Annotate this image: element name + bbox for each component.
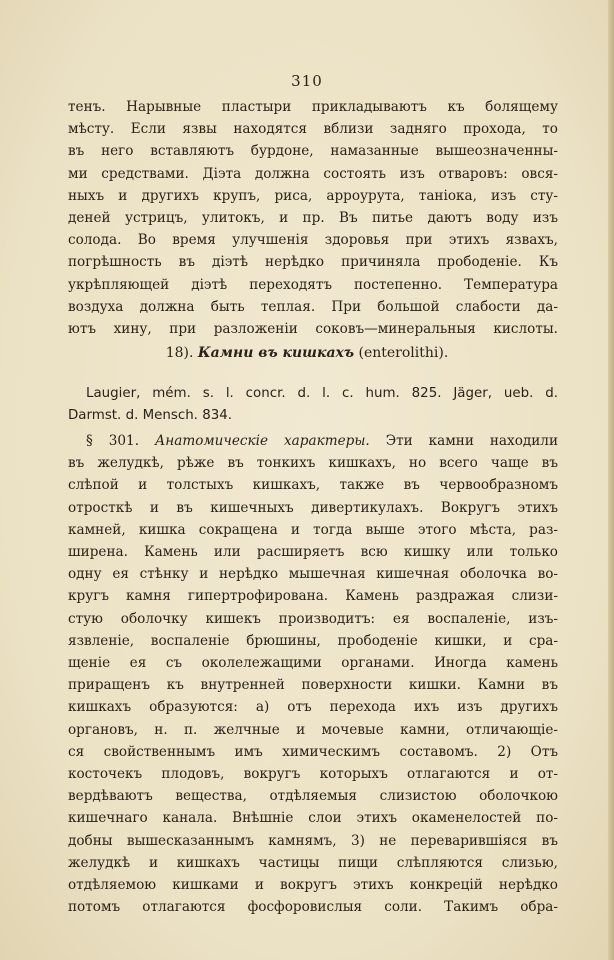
text-line: вердѣваютъ вещества, отдѣляемыя слизистою оболочкою — [68, 788, 558, 805]
text-line: отдѣляемою кишками и вокругъ этихъ конкрецій нерѣдко — [68, 877, 558, 894]
text-line: ныхъ и другихъ крупъ, риса, арроурута, таніока, изъ сту- — [68, 187, 558, 204]
text-line: камней, кишка сокращена и тогда выше этого мѣста, раз- — [68, 521, 558, 538]
paragraph-mark: § 301. — [86, 433, 140, 449]
paragraph-anatomy — [68, 430, 558, 918]
page-number: 310 — [291, 72, 323, 90]
text-line: кишечнаго канала. Внѣшніе слои этихъ окаменелостей по- — [68, 810, 558, 827]
text-line: одну ея стѣнку и нерѣдко мышечная кишечная оболочка во- — [68, 566, 558, 583]
section-title: Камни въ кишкахъ — [197, 345, 355, 361]
text-line: косточекъ плодовъ, вокругъ которыхъ отлагаются и от- — [68, 766, 558, 783]
text-line: воздуха должна быть теплая. При большой слабости да- — [68, 298, 558, 315]
reference-line: Darmst. d. Mensch. 834. — [68, 408, 233, 423]
text-line: язвленіе, воспаленіе брюшины, прободеніе кишки, и сра- — [68, 632, 558, 649]
text-line: тенъ. Нарывные пластыри прикладываютъ къ болящему — [68, 99, 558, 115]
text-line: ся свойственнымъ имъ химическимъ составомъ. 2) Отъ — [68, 743, 558, 760]
text-line: потомъ отлагаются фосфоровислыя соли. Такимъ обра- — [68, 899, 558, 916]
text-line: укрѣпляющей діэтѣ переходятъ постепенно. Температура — [68, 276, 558, 293]
first-line-rest: Эти камни находили — [385, 433, 558, 449]
text-line: щеніе ея съ околележащими органами. Иногда камень — [68, 655, 558, 672]
text-line: ютъ хину, при разложеніи соковъ—минеральныя кислоты. — [68, 321, 558, 338]
text-line: добны вышесказаннымъ камнямъ, 3) не переварившіяся въ — [68, 832, 558, 849]
text-line: приращенъ къ внутренней поверхности кишки. Камни въ — [68, 677, 558, 694]
text-line: деней устрицъ, улитокъ, и пр. Въ питье даютъ воду изъ — [68, 210, 558, 227]
paragraph-treatment — [68, 96, 558, 340]
text-line: мѣсту. Если язвы находятся вблизи задняго прохода, то — [68, 121, 558, 138]
text-line: отросткѣ и въ кишечныхъ дивертикулахъ. Вокругъ этихъ — [68, 499, 558, 516]
section-latin-name: (enterolithi). — [358, 345, 449, 361]
page-edge — [608, 0, 614, 960]
text-line: слѣпой и толстыхъ кишкахъ, также въ червообразномъ — [68, 477, 558, 494]
text-line: стую оболочку кишекъ производитъ: ея воспаленіе, изъ- — [68, 610, 558, 627]
text-line-first — [68, 430, 558, 452]
references — [68, 383, 558, 427]
text-line: кишкахъ образуются: а) отъ перехода ихъ изъ другихъ — [68, 699, 558, 716]
section-number: 18). — [165, 345, 194, 361]
text-line: ширена. Камень или расширяетъ всю кишку или только — [68, 544, 558, 561]
text-line: погрѣшность въ діэтѣ нерѣдко причиняла прободеніе. Къ — [68, 254, 558, 271]
text-line: въ него вставляютъ бурдоне, намазанные вышеозначенны- — [68, 143, 558, 160]
reference-line: Laugier, mém. s. l. concr. d. l. c. hum. 825. Jäger, ueb. d. — [86, 386, 558, 401]
text-line: органовъ, н. п. желчные и мочевые камни, отличающіе- — [68, 721, 558, 738]
text-line: въ желудкѣ, рѣже въ тонкихъ кишкахъ, но всего чаще въ — [68, 455, 558, 472]
text-line: солода. Во время улучшенія здоровья при этихъ язвахъ, — [68, 232, 558, 249]
text-line: ми средствами. Діэта должна состоять изъ отваровъ: овся- — [68, 165, 558, 182]
text-line: кругъ камня гипертрофирована. Камень раздражая слизи- — [68, 588, 558, 605]
section-heading — [0, 345, 614, 361]
text-line: желудкѣ и кишкахъ частицы пищи слѣпляются слизью, — [68, 854, 558, 871]
paragraph-lead: Анатомическіе характеры. — [154, 433, 370, 449]
